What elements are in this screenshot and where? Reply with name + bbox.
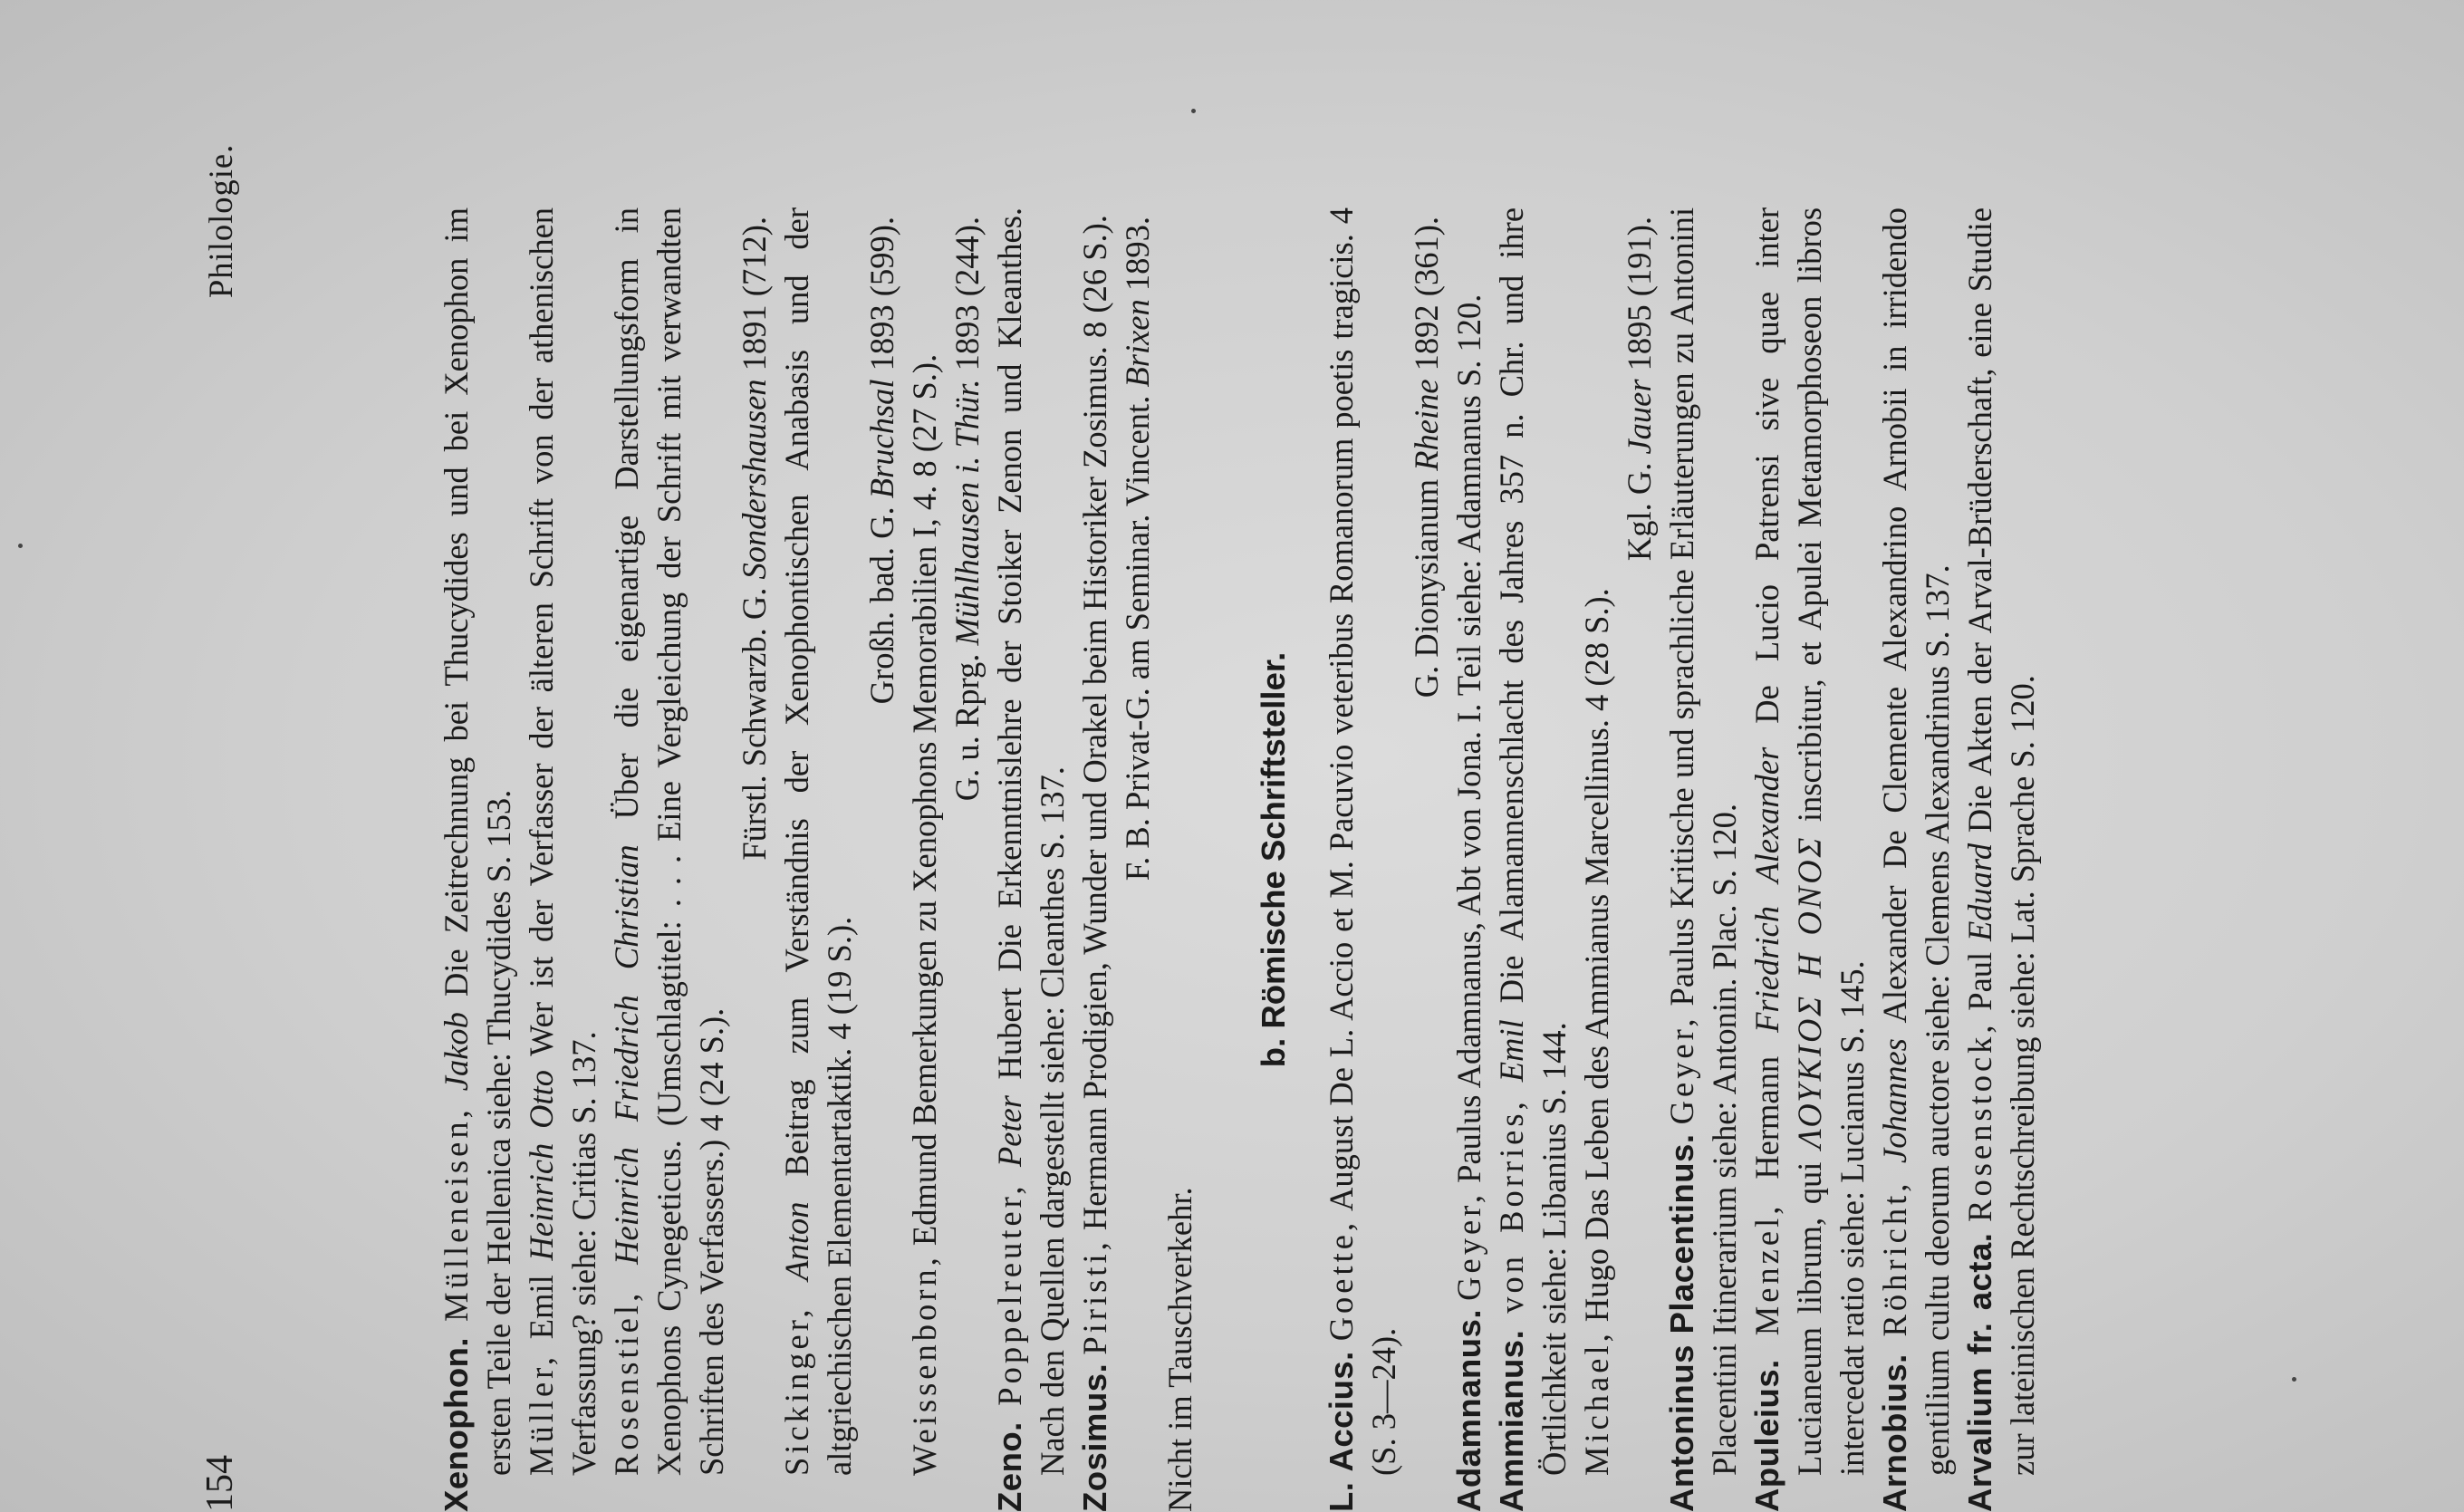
school-imprint	[861, 207, 903, 1512]
rotated-page	[199, 99, 2319, 1512]
author-surname: Poppelreuter,	[991, 1182, 1028, 1406]
entry-title: Die Zeitrechnung bei Thucydides und bei Xenophon im ersten Teile der Hellenica siehe: Thucydides S. 153.	[438, 207, 517, 1476]
entry-title: De Lucio Patrensi sive quae inter Lucianeum librum, qui	[1748, 207, 1828, 1476]
program-year: 1895 (191).	[1621, 217, 1658, 371]
bibliography-entry	[988, 207, 1073, 1512]
school-name: Kgl. G.	[1621, 462, 1658, 562]
greek-title: ΛΟΥΚΙΟΣ Η ΟΝΟΣ	[1791, 834, 1828, 1150]
running-title: Philologie.	[202, 143, 239, 298]
author-given-name-italic: Peter	[991, 1095, 1028, 1168]
bibliography-entry	[1873, 207, 1959, 1512]
entry-title: De L. Accio et M. Pacuvio veteribus Romanorum poetis tragicis. 4 (S. 3—24).	[1323, 207, 1402, 1476]
bibliography-entry	[1660, 207, 1746, 1512]
bibliography-entry	[1490, 207, 1575, 1512]
program-year: 1893 (599).	[863, 217, 900, 371]
school-location: Bruchsal	[863, 379, 900, 499]
author-given-name: August	[1323, 1115, 1360, 1211]
author-surname: Sickinger,	[778, 1305, 815, 1476]
entry-title: Prodigien, Wunder und Orakel beim Historiker Zosimus. 8 (26 S.).	[1076, 215, 1113, 1100]
bibliography-entry	[775, 207, 861, 1512]
entry-title: Die Alamannenschlacht des Jahres 357 n. Chr. und ihre Örtlichkeit siehe: Libanius S. 144.	[1493, 207, 1573, 1476]
running-head	[199, 143, 344, 1512]
entry-title: Die Akten der Arval-Brüderschaft, eine Studie zur lateinischen Rechtschreibung siehe: Lat. Sprache S. 120.	[1961, 207, 2041, 1476]
author-given-name-italic: Friedrich Alexander	[1748, 746, 1785, 1033]
entry-heading: Apuleius.	[1748, 1359, 1785, 1512]
entry-heading: L. Accius.	[1323, 1351, 1360, 1512]
author-given-name-italic: Jakob	[438, 1012, 475, 1092]
entry-title: Hubert Die Erkenntnislehre der Stoiker Zenon und Kleanthes. Nach den Quellen dargestellt siehe: Cleanthes S. 137.	[991, 207, 1071, 1476]
entry-title: Wer ist der Verfasser der älteren Schrift von der athenischen Verfassung? siehe: Critias S. 137.	[523, 207, 602, 1476]
entry-heading: Antoninus Placentinus.	[1663, 1133, 1700, 1512]
author-surname: Menzel,	[1748, 1202, 1785, 1336]
author-surname: Piristi,	[1076, 1238, 1113, 1355]
bibliography-entry	[1073, 207, 1116, 1512]
bibliography-entry	[520, 207, 605, 1512]
school-location: Jauer	[1621, 379, 1658, 455]
author-given-name: Hermann	[1748, 1055, 1785, 1180]
entry-heading: Zeno.	[991, 1421, 1028, 1512]
entry-title: Bemerkungen zu Xenophons Memorabilien I, 4. 8 (27 S.).	[906, 353, 943, 1126]
school-imprint	[1618, 207, 1660, 1512]
entry-heading: Xenophon.	[438, 1336, 475, 1512]
entry-title: Kritische und sprachliche Erläuterungen zu Antonini Placentini Itinerarium siehe: Antonin. Plac. S. 120.	[1663, 207, 1743, 1476]
entry-heading: Ammianus.	[1493, 1329, 1530, 1512]
program-year: 1893.	[1119, 217, 1156, 292]
author-surname: Michael,	[1578, 1330, 1615, 1476]
school-name: Großh. bad. G.	[863, 506, 900, 705]
school-location: Mühlhausen i. Thür.	[948, 379, 986, 646]
entry-title: Das Leben des Ammianus Marcellinus. 4 (28 S.).	[1578, 588, 1615, 1240]
list-greek-authors	[435, 207, 1201, 1512]
school-name: G. u. Rprg.	[948, 653, 986, 802]
author-given-name-italic: Anton	[778, 1201, 815, 1281]
entry-title: Alexander De Clemente Alexandrino Arnobii in irridendo gentilium cultu deorum auctore siehe: Clemens Alexandrinus S. 137.	[1876, 207, 1956, 1476]
school-name: G. Dionysianum	[1408, 478, 1445, 698]
entry-heading: Arvalium fr. acta.	[1961, 1232, 1998, 1512]
author-given-name: Paulus	[1663, 918, 1700, 1006]
school-location: Brixen	[1119, 299, 1156, 388]
author-surname: Mülleneisen,	[438, 1106, 475, 1322]
author-given-name: Edmund	[906, 1133, 943, 1247]
author-given-name-italic: Johannes	[1876, 1038, 1913, 1163]
bibliography-list	[435, 207, 2044, 1512]
author-given-name-italic: Eduard	[1961, 843, 1998, 942]
bibliography-entry	[903, 207, 946, 1512]
school-location: Rheine	[1408, 379, 1445, 471]
school-imprint	[946, 207, 988, 1512]
author-given-name-italic: Heinrich Friedrich Christian	[608, 844, 645, 1265]
entry-title-cont: inscribitur, et Apulei Metamorphoseon libros intercedat ratio siehe: Lucianus S. 145.	[1791, 207, 1871, 1476]
scan-speck	[18, 544, 23, 548]
author-given-name: Hermann	[1076, 1107, 1113, 1231]
exchange-note: Nicht im Tauschverkehr.	[1161, 1187, 1198, 1512]
school-name: F. B. Privat-G. am Seminar. Vincent.	[1119, 395, 1156, 881]
program-year: 1892 (361).	[1408, 217, 1445, 371]
author-surname: Röhricht,	[1876, 1180, 1913, 1337]
author-surname: Geyer,	[1663, 1015, 1700, 1125]
school-imprint	[1116, 207, 1159, 1512]
page-number: 154	[199, 1455, 241, 1512]
author-surname: Goette,	[1323, 1218, 1360, 1342]
bibliography-entry	[1746, 207, 1873, 1512]
entry-title: Beitrag zum Verständnis der Xenophontischen Anabasis und der altgriechischen Elementartaktik. 4 (19 S.).	[778, 207, 858, 1476]
bibliography-entry	[605, 207, 733, 1512]
author-surname: Weissenborn,	[906, 1254, 943, 1476]
section-title: b. Römische Schriftsteller.	[1255, 651, 1292, 1068]
entry-heading: Adamnanus.	[1450, 1308, 1487, 1512]
author-surname: von Borries,	[1493, 1098, 1530, 1314]
author-given-name: Paul	[1961, 951, 1998, 1011]
bibliography-entry	[1448, 207, 1490, 1512]
bibliography-entry	[1575, 207, 1618, 1512]
author-surname: Rosenstock,	[1961, 1021, 1998, 1222]
author-given-name-italic: Emil	[1493, 1019, 1530, 1083]
author-given-name-italic: Heinrich Otto	[523, 1070, 560, 1261]
entry-heading: Arnobius.	[1876, 1353, 1913, 1512]
entry-title: Über die eigenartige Darstellungsform in Xenophons Cynegeticus. (Umschlagtitel: . . . Eine Vergleichung der Schrift mit verwandten Schriften des Verfassers.) 4 (24 S.).	[608, 207, 730, 1476]
program-year: 1891 (712).	[736, 217, 773, 371]
school-imprint	[733, 207, 775, 1512]
author-given-name: Hugo	[1578, 1248, 1615, 1323]
entry-heading: Zosimus.	[1076, 1363, 1113, 1512]
program-year: 1893 (244).	[948, 217, 986, 371]
school-location: Sondershausen	[736, 379, 773, 580]
author-surname: Müller,	[523, 1353, 560, 1476]
author-surname: Rosenstiel,	[608, 1289, 645, 1476]
school-imprint	[1405, 207, 1448, 1512]
entry-title: Adamnanus, Abt von Jona. I. Teil siehe: Adamnanus S. 120.	[1450, 294, 1487, 1089]
school-name: Fürstl. Schwarzb. G.	[736, 587, 773, 861]
list-roman-authors	[1320, 207, 2044, 1512]
author-given-name: Emil	[523, 1275, 560, 1340]
bibliography-entry	[1959, 207, 2044, 1512]
author-surname: Geyer,	[1450, 1190, 1487, 1301]
bibliography-entry	[435, 207, 520, 1512]
author-given-name: Paulus	[1450, 1094, 1487, 1183]
bibliography-entry	[1320, 207, 1405, 1512]
